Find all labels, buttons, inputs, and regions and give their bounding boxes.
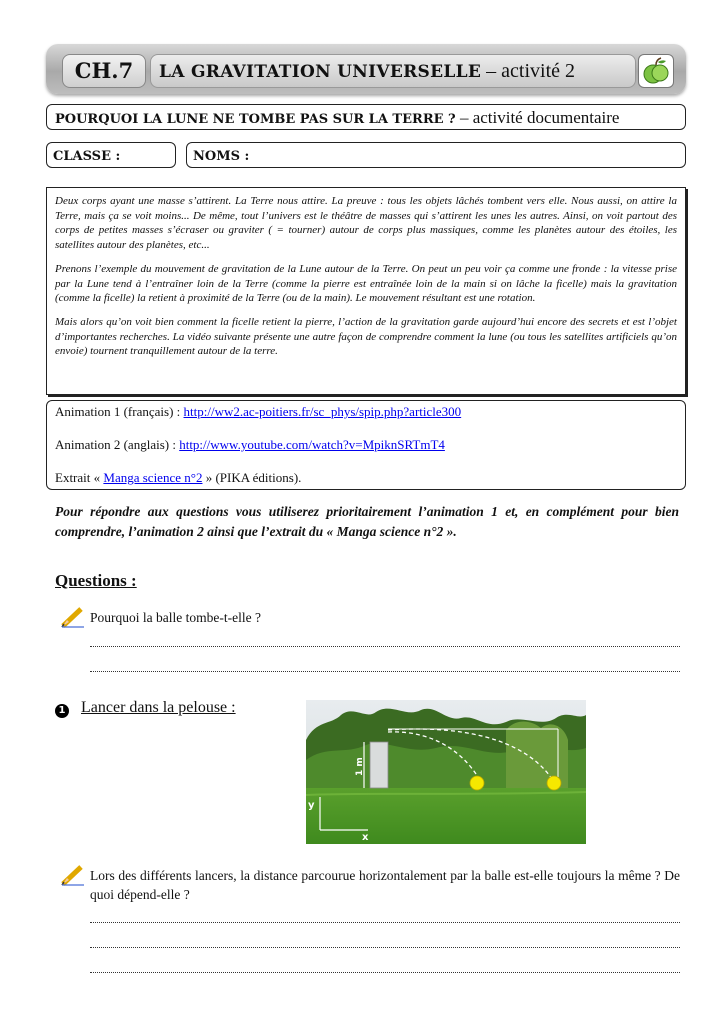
animation-1-link[interactable]: http://ww2.ac-poitiers.fr/sc_phys/spip.php?article300: [183, 404, 462, 419]
intro-paragraph: Prenons l’exemple du mouvement de gravitation de la Lune autour de la Terre. On peut un peu voir ça comme une fronde : la vitesse prise par la Lune tend à l’entraîner loin de la Terre (comme la pierre est entraînée loin de la main si on lâche la ficelle) mais la gravitation (comme la ficelle) la retient à proximité de la Terre (ou de la main). Le mouvement résultant est une rotation.: [55, 262, 677, 305]
answer-line[interactable]: [90, 671, 680, 672]
activity-question-title: [46, 104, 686, 130]
x-axis-label: x: [362, 832, 369, 843]
page-title: [150, 54, 636, 88]
question-title-separator: –: [455, 108, 473, 127]
y-axis-label: y: [308, 800, 315, 811]
height-label: 1 m: [355, 757, 365, 776]
manga-science-link[interactable]: Manga science n°2: [103, 470, 203, 485]
section-1-number: 1: [55, 704, 69, 718]
noms-field[interactable]: [186, 142, 686, 168]
manga-prefix: Extrait «: [55, 470, 104, 485]
question-title-main: POURQUOI LA LUNE NE TOMBE PAS SUR LA TERRE ?: [55, 112, 456, 127]
questions-heading: Questions :: [55, 571, 137, 590]
animation-1-label: Animation 1 (français) :: [55, 404, 184, 419]
question-title-suffix: activité documentaire: [472, 108, 620, 127]
pencil-icon: [60, 606, 86, 628]
classe-label: CLASSE :: [53, 149, 121, 164]
answer-line[interactable]: [90, 947, 680, 948]
classe-field[interactable]: [46, 142, 176, 168]
title-main: LA GRAVITATION UNIVERSELLE: [159, 62, 482, 82]
animation-1-line: [55, 405, 677, 438]
answer-line[interactable]: [90, 922, 680, 923]
title-suffix: activité 2: [501, 60, 576, 82]
apple-logo-icon: [638, 54, 674, 88]
manga-extract-line: [55, 471, 677, 504]
answer-line[interactable]: [90, 646, 680, 647]
lawn-throw-photo: [306, 700, 586, 844]
intro-paragraph: Mais alors qu’on voit bien comment la ficelle retient la pierre, l’action de la gravitation garde aujourd’hui encore des secrets et est l’objet d’importantes recherches. La vidéo suivante présente une autre façon de comprendre comment la lune (ou tous les satellites artificiels qu’on envoie) tournent tranquillement autour de la terre.: [55, 315, 677, 358]
answer-line[interactable]: [90, 972, 680, 973]
animation-2-line: [55, 438, 677, 471]
chapter-label: CH.7: [62, 54, 146, 88]
animation-2-link[interactable]: http://www.youtube.com/watch?v=MpiknSRTmT4: [179, 437, 445, 452]
instructions: Pour répondre aux questions vous utiliserez prioritairement l’animation 1 et, en complément pour bien comprendre, l’animation 2 ainsi que l’extrait du « Manga science n°2 ».: [55, 504, 679, 539]
animation-2-label: Animation 2 (anglais) :: [55, 437, 180, 452]
section-1-title: Lancer dans la pelouse :: [81, 699, 236, 716]
question-2-text: Lors des différents lancers, la distance parcourue horizontalement par la balle est-elle toujours la même ? De quoi dépend-elle ?: [90, 868, 680, 902]
manga-suffix: » (PIKA éditions).: [202, 470, 302, 485]
animation-links-box: [46, 400, 686, 490]
title-separator: –: [481, 60, 502, 82]
intro-text-box: [46, 187, 686, 395]
noms-label: NOMS :: [193, 149, 250, 164]
question-1-text: Pourquoi la balle tombe-t-elle ?: [90, 610, 261, 625]
pencil-icon: [60, 864, 86, 886]
intro-paragraph: Deux corps ayant une masse s’attirent. La Terre nous attire. La preuve : tous les objets lâchés tombent vers elle. Nous aussi, on attire la Terre, mais ça se voit moins... De même, tout l’univers est le théâtre de masses qui s’attirent les unes les autres. Ainsi, on voit partout des corps de petites masses s’écraser ou graviter ( = tourner) autour de corps plus massiques, comme les planètes autour des étoiles, les satellites autour des planètes, etc...: [55, 195, 677, 252]
